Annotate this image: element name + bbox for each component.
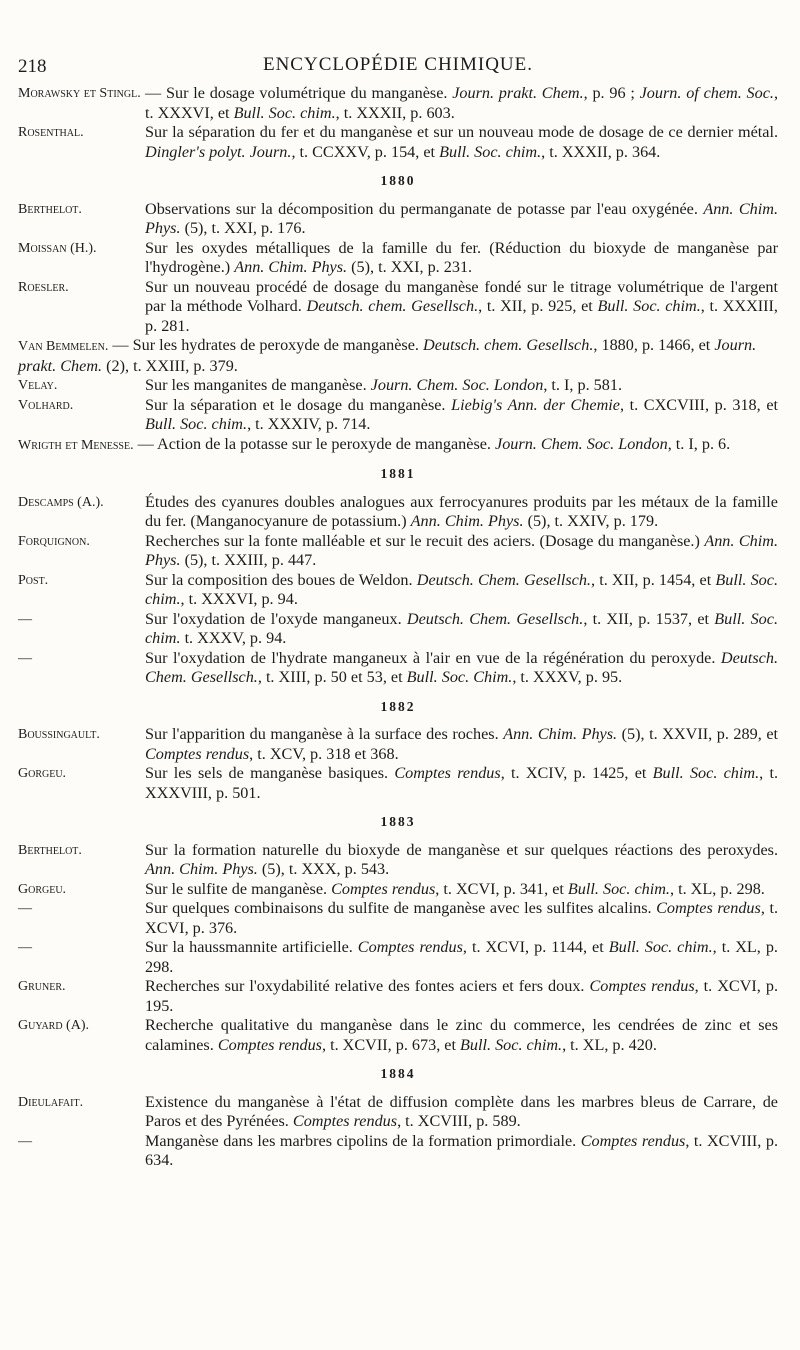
bibliography-entry [18,610,778,649]
entry-author: Gorgeu. [18,881,67,897]
entry-text: Sur les manganites de manganèse. Journ. Chem. Soc. London, t. I, p. 581. [145,376,623,394]
journal-title: Journ. prakt. Chem. [18,336,757,375]
bibliography-entry [18,1132,778,1171]
journal-title: Deutsch. Chem. Gesellsch. [145,648,778,686]
year-heading: 1881 [380,466,416,481]
journal-title: Comptes rendus [145,744,250,763]
bibliography-entry [18,841,778,880]
page-header [18,50,778,80]
bibliography-entry [18,571,778,610]
entry-text: Sur les oxydes métalliques de la famille du fer. (Réduction du bioxyde de manganèse par l'hydrogène.) Ann. Chim. Phys. (5), t. XXI, p. 231. [145,238,778,276]
journal-title: Ann. Chim. Phys. [145,199,778,237]
bibliography-entry [18,649,778,688]
entry-text: — Sur les hydrates de peroxyde de manganèse. Deutsch. chem. Gesellsch., 1880, p. 1466, et Journ. prakt. Chem. (2), t. XXIII, p. 379. [18,336,757,375]
journal-title: Bull. Soc. Chim. [406,668,513,686]
entry-text: Sur la formation naturelle du bioxyde de manganèse et sur quelques réactions des peroxydes. Ann. Chim. Phys. (5), t. XXX, p. 543. [145,840,778,878]
journal-title: Ann. Chim. Phys. [410,512,524,530]
bibliography-entry [18,376,778,396]
entry-text: Sur les sels de manganèse basiques. Comptes rendus, t. XCIV, p. 1425, et Bull. Soc. chim., t. XXXVIII, p. 501. [145,764,778,802]
entry-author: Descamps (A.). [18,494,104,510]
journal-title: Ann. Chim. Phys. [503,725,618,743]
entry-text: Recherches sur l'oxydabilité relative des fontes aciers et fers doux. Comptes rendus, t. XCVI, p. 195. [145,977,778,1015]
entry-text: Sur quelques combinaisons du sulfite de manganèse avec les sulfites alcalins. Comptes rendus, t. XCVI, p. 376. [145,899,778,937]
journal-title: Ann. Chim. Phys. [145,531,779,569]
journal-title: Deutsch. chem. Gesellsch. [423,336,594,354]
entry-author: Rosenthal. [18,125,84,140]
bibliography-entry [18,336,778,376]
journal-title: Comptes rendus [357,938,463,956]
bibliography-entry [18,725,778,764]
bibliography-entry [18,1093,778,1132]
entry-author: Wrigth et Menesse. [18,437,134,453]
entry-text: Études des cyanures doubles analogues aux ferrocyanures produits par les métaux de la famille du fer. (Manganocyanure de potassium.) Ann. Chim. Phys. (5), t. XXIV, p. 179. [145,492,778,530]
journal-title: Bull. Soc. chim. [145,415,248,433]
journal-title: Bull. Soc. chim. [145,570,779,608]
bibliography-entry [18,200,778,239]
entry-author: Boussingault. [18,727,100,742]
bibliography-entry [18,938,778,977]
running-title: ENCYCLOPÉDIE CHIMIQUE. [262,54,534,75]
year-heading: 1884 [380,1066,416,1081]
journal-title: Deutsch. Chem. Gesellsch. [406,609,584,628]
journal-title: Journ. of chem. Soc. [639,84,774,102]
entry-author: Forquignon. [18,533,90,549]
entry-text: Existence du manganèse à l'état de diffusion complète dans les marbres bleus de Carrare, de Paros et des Pyrénées. Comptes rendus, t. XCVIII, p. 589. [145,1092,778,1130]
journal-title: Bull. Soc. chim. [608,938,713,956]
entry-text: Sur la haussmannite artificielle. Comptes rendus, t. XCVI, p. 1144, et Bull. Soc. chim., t. XL, p. 298. [145,938,778,976]
entry-text: Sur le sulfite de manganèse. Comptes rendus, t. XCVI, p. 341, et Bull. Soc. chim., t. XL, p. 298. [145,879,765,898]
year-heading: 1882 [380,698,416,714]
entry-text: Observations sur la décomposition du permanganate de potasse par l'eau oxygénée. Ann. Chim. Phys. (5), t. XXI, p. 176. [145,199,778,237]
entry-author: Berthelot. [18,842,82,858]
journal-title: Comptes rendus [217,1035,322,1054]
journal-title: Deutsch. Chem. Gesellsch. [416,570,591,589]
bibliography-entry [18,977,778,1016]
journal-title: Comptes rendus [580,1131,686,1150]
entry-author: Moissan (H.). [18,240,97,256]
page-number: 218 [18,56,47,77]
entry-author: Gorgeu. [18,766,67,781]
journal-title: Bull. Soc. chim. [567,879,670,898]
bibliography-entry [18,396,778,435]
journal-title: Ann. Chim. Phys. [145,860,258,878]
journal-title: Bull. Soc. chim. [460,1035,563,1054]
journal-title: Bull. Soc. chim. [597,297,701,315]
entry-text: Sur l'oxydation de l'hydrate manganeux à l'air en vue de la régénération du peroxyde. Deutsch. Chem. Gesellsch., t. XIII, p. 50 et 53, et Bull. Soc. Chim., t. XXXV, p. 95. [145,648,778,686]
journal-title: Comptes rendus [394,764,501,782]
journal-title: Ann. Chim. Phys. [234,258,348,276]
entry-author: Van Bemmelen. [18,339,109,354]
entry-author: Gruner. [18,979,66,994]
entry-text: Sur la composition des boues de Weldon. Deutsch. Chem. Gesellsch., t. XII, p. 1454, et Bull. Soc. chim., t. XXXVI, p. 94. [145,570,779,608]
entry-author: Guyard (A). [18,1018,89,1033]
entry-author: — [18,650,32,666]
entry-author: Volhard. [18,397,74,413]
bibliography-entry [18,899,778,938]
journal-title: Deutsch. chem. Gesellsch. [306,297,479,315]
bibliography-entry [18,493,778,532]
entry-author: Morawsky et Stingl. [18,86,141,101]
entry-text: Sur un nouveau procédé de dosage du manganèse fondé sur le titrage volumétrique de l'argent par la méthode Volhard. Deutsch. chem. Gesellsch., t. XII, p. 925, et Bull. Soc. chim., t. XXXIII, p. 281. [145,277,778,335]
journal-title: Bull. Soc. chim. [233,103,336,122]
journal-title: Comptes rendus [331,879,436,898]
entry-text: Sur la séparation du fer et du manganèse et sur un nouveau mode de dosage de ce dernier métal. Dingler's polyt. Journ., t. CCXXV, p. 154, et Bull. Soc. chim., t. XXXII, p. 364. [145,123,778,161]
entry-text: Recherche qualitative du manganèse dans le zinc du commerce, les cendrées de zinc et ses calamines. Comptes rendus, t. XCVII, p. 673, et Bull. Soc. chim., t. XL, p. 420. [145,1016,778,1054]
entry-author: Roesler. [18,279,69,295]
entry-author: — [18,611,32,627]
entry-author: Post. [18,572,49,588]
bibliography-entry [18,435,778,456]
entry-author: Dieulafait. [18,1094,84,1110]
entry-author: — [18,901,32,916]
bibliography [18,84,778,1171]
journal-title: Bull. Soc. chim. [145,609,778,647]
journal-title: Comptes rendus [292,1112,398,1130]
entry-text: Sur l'oxydation de l'oxyde manganeux. Deutsch. Chem. Gesellsch., t. XII, p. 1537, et Bull. Soc. chim. t. XXXV, p. 94. [145,609,778,647]
year-heading: 1883 [380,814,416,829]
journal-title: Bull. Soc. chim. [439,142,542,161]
bibliography-entry [18,1016,778,1055]
journal-title: Bull. Soc. chim. [652,764,760,782]
entry-text: — Sur le dosage volumétrique du manganèse. Journ. prakt. Chem., p. 96 ; Journ. of chem. Soc., t. XXXVI, et Bull. Soc. chim., t. XXXII, p. 603. [145,84,779,122]
journal-title: Dingler's polyt. Journ. [145,142,292,161]
journal-title: Journ. prakt. Chem. [452,84,584,102]
journal-title: Comptes rendus [656,899,761,917]
journal-title: Liebig's Ann. der Chemie [451,395,620,414]
journal-title: Journ. Chem. Soc. London [495,434,668,453]
bibliography-entry [18,764,778,803]
bibliography-entry [18,123,778,162]
entry-author: — [18,1133,32,1149]
entry-text: Sur l'apparition du manganèse à la surface des roches. Ann. Chim. Phys. (5), t. XXVII, p. 289, et Comptes rendus, t. XCV, p. 318 et 368. [145,725,779,763]
entry-text: Recherches sur la fonte malléable et sur le recuit des aciers. (Dosage du manganèse.) Ann. Chim. Phys. (5), t. XXIII, p. 447. [145,531,779,569]
bibliography-entry [18,532,778,571]
bibliography-entry [18,84,778,123]
journal-title: Comptes rendus [589,977,695,995]
bibliography-entry [18,880,778,900]
bibliography-entry [18,278,778,337]
entry-author: — [18,940,32,955]
entry-text: Manganèse dans les marbres cipolins de la formation primordiale. Comptes rendus, t. XCVIII, p. 634. [145,1131,778,1169]
bibliography-entry [18,239,778,278]
year-heading: 1880 [380,173,416,188]
journal-title: Journ. Chem. Soc. London [370,376,544,394]
entry-author: Berthelot. [18,201,82,217]
entry-text: Sur la séparation et le dosage du manganèse. Liebig's Ann. der Chemie, t. CXCVIII, p. 318, et Bull. Soc. chim., t. XXXIV, p. 714. [145,395,778,433]
entry-text: — Action de la potasse sur le peroxyde de manganèse. Journ. Chem. Soc. London, t. I, p. 6. [133,434,731,453]
entry-author: Velay. [18,378,58,393]
